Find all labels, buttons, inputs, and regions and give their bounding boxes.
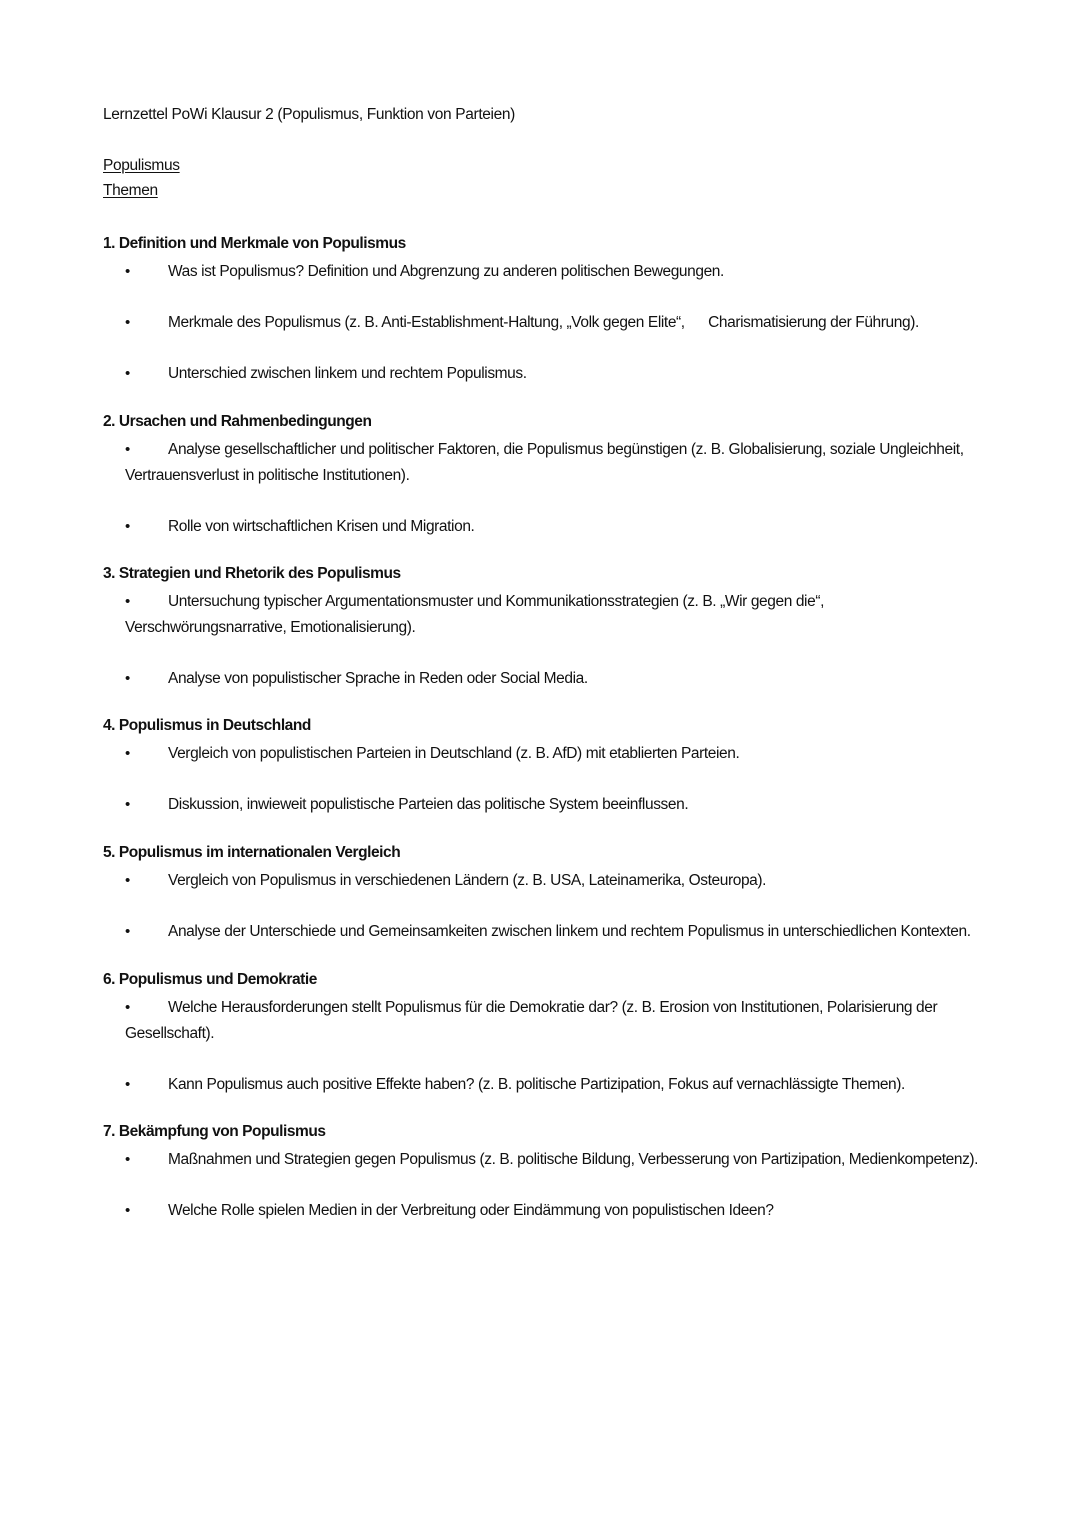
list-item — [103, 666, 983, 692]
list-item — [103, 792, 983, 818]
list-item — [103, 1072, 983, 1098]
list-item — [103, 995, 983, 1046]
list-item-text: Rolle von wirtschaftlichen Krisen und Migration. — [168, 517, 475, 535]
section-heading: 3. Strategien und Rhetorik des Populismus — [103, 565, 401, 582]
bullet-icon: • — [125, 441, 130, 458]
section-heading: 4. Populismus in Deutschland — [103, 717, 311, 734]
bullet-icon: • — [125, 923, 130, 940]
list-item-text: Welche Herausforderungen stellt Populismus für die Demokratie dar? (z. B. Erosion von Institutionen, Polarisierung der Gesellschaft). — [125, 999, 938, 1042]
list-item — [103, 919, 983, 945]
section-heading: 1. Definition und Merkmale von Populismus — [103, 235, 406, 252]
section-democracy — [103, 969, 983, 1097]
list-item-text: Maßnahmen und Strategien gegen Populismus (z. B. politische Bildung, Verbesserung von Partizipation, Medienkompetenz). — [168, 1151, 979, 1168]
list-item-text: Analyse der Unterschiede und Gemeinsamkeiten zwischen linkem und rechtem Populismus in unterschiedlichen Kontexten. — [168, 923, 971, 940]
list-item — [103, 437, 983, 488]
bullet-icon: • — [125, 593, 130, 610]
list-item-text: Untersuchung typischer Argumentationsmuster und Kommunikationsstrategien (z. B. „Wir gegen die“, Verschwörungsnarrative, Emotionalisierung). — [125, 593, 824, 636]
bullet-icon: • — [125, 796, 130, 813]
section-germany — [103, 715, 983, 818]
list-item — [103, 868, 983, 894]
bullet-icon: • — [125, 263, 130, 280]
list-item-text: Vergleich von Populismus in verschiedenen Ländern (z. B. USA, Lateinamerika, Osteuropa). — [168, 872, 767, 889]
list-item-text: Merkmale des Populismus (z. B. Anti-Establishment-Haltung, „Volk gegen Elite“, Charismatisierung der Führung). — [168, 314, 919, 331]
list-item — [103, 1198, 983, 1224]
bullet-icon: • — [125, 314, 130, 331]
list-item — [103, 259, 983, 285]
subject-heading: Populismus — [103, 157, 180, 174]
bullet-icon: • — [125, 1075, 130, 1093]
document-title: Lernzettel PoWi Klausur 2 (Populismus, Funktion von Parteien) — [103, 106, 515, 123]
bullet-icon: • — [125, 872, 130, 889]
list-item-text: Was ist Populismus? Definition und Abgrenzung zu anderen politischen Bewegungen. — [168, 263, 724, 280]
list-item-text: Analyse gesellschaftlicher und politischer Faktoren, die Populismus begünstigen (z. B. Globalisierung, soziale Ungleichheit, Vertrauensverlust in politische Institutionen). — [125, 441, 964, 484]
section-heading: 7. Bekämpfung von Populismus — [103, 1123, 326, 1140]
list-item — [103, 1147, 983, 1173]
list-item-text: Analyse von populistischer Sprache in Reden oder Social Media. — [168, 669, 588, 687]
topics-heading: Themen — [103, 182, 158, 199]
section-heading: 6. Populismus und Demokratie — [103, 971, 317, 988]
bullet-icon: • — [125, 1202, 130, 1219]
list-item — [103, 514, 983, 540]
section-countermeasures — [103, 1121, 983, 1224]
bullet-icon: • — [125, 517, 130, 535]
list-item-text: Diskussion, inwieweit populistische Parteien das politische System beeinflussen. — [168, 796, 689, 813]
list-item — [103, 589, 983, 640]
section-strategies — [103, 563, 983, 691]
list-item — [103, 310, 983, 336]
bullet-icon: • — [125, 365, 130, 382]
list-item-text: Welche Rolle spielen Medien in der Verbreitung oder Eindämmung von populistischen Ideen? — [168, 1202, 774, 1219]
section-definition — [103, 233, 983, 387]
section-heading: 2. Ursachen und Rahmenbedingungen — [103, 413, 372, 430]
section-causes — [103, 411, 983, 539]
list-item-text: Kann Populismus auch positive Effekte haben? (z. B. politische Partizipation, Fokus auf vernachlässigte Themen). — [168, 1075, 905, 1093]
bullet-icon: • — [125, 1151, 130, 1168]
list-item-text: Vergleich von populistischen Parteien in Deutschland (z. B. AfD) mit etablierten Parteien. — [168, 745, 740, 762]
list-item — [103, 361, 983, 387]
section-international — [103, 842, 983, 945]
list-item — [103, 741, 983, 767]
bullet-icon: • — [125, 669, 130, 687]
bullet-icon: • — [125, 999, 130, 1016]
bullet-icon: • — [125, 745, 130, 762]
section-heading: 5. Populismus im internationalen Vergleich — [103, 844, 401, 861]
list-item-text: Unterschied zwischen linkem und rechtem Populismus. — [168, 365, 527, 382]
